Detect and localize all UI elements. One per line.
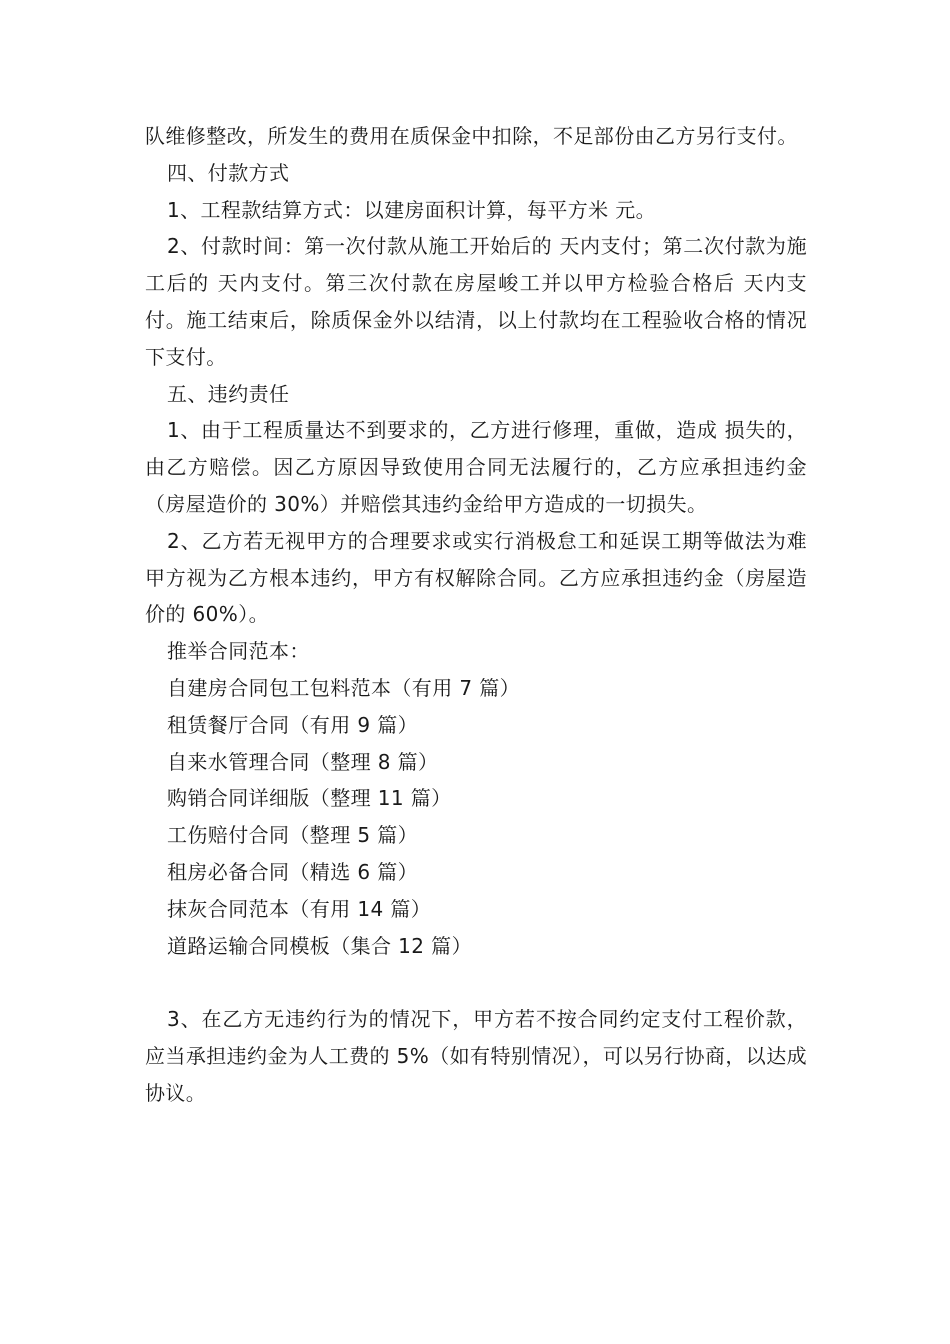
paragraph-breach-fundamental: 2、乙方若无视甲方的合理要求或实行消极怠工和延误工期等做法为难甲方视为乙方根本违约，甲方有权解除合同。乙方应承担违约金（房屋造价的 60%）。 bbox=[145, 528, 807, 627]
recommended-link[interactable]: 工伤赔付合同（整理 5 篇） bbox=[167, 823, 419, 848]
paragraph-breach-payment: 3、在乙方无违约行为的情况下，甲方若不按合同约定支付工程价款，应当承担违约金为人工费的 5%（如有特别情况），可以另行协商，以达成协议。 bbox=[145, 1007, 807, 1105]
paragraph-payment-time: 2、付款时间：第一次付款从施工开始后的 天内支付；第二次付款为施工后的 天内支付。第三次付款在房屋峻工并以甲方检验合格后 天内支付。施工结束后，除质保金外以结清，以上付款均在工程验收合格的情况下支付。 bbox=[145, 234, 807, 369]
recommended-link[interactable]: 租赁餐厅合同（有用 9 篇） bbox=[167, 712, 419, 737]
recommended-link[interactable]: 购销合同详细版（整理 11 篇） bbox=[167, 786, 452, 811]
section-heading-breach-liability: 五、违约责任 bbox=[167, 381, 290, 406]
recommended-link[interactable]: 抹灰合同范本（有用 14 篇） bbox=[167, 896, 432, 921]
recommended-link[interactable]: 租房必备合同（精选 6 篇） bbox=[167, 859, 419, 884]
paragraph-settlement-method: 1、工程款结算方式：以建房面积计算，每平方米 元。 bbox=[167, 197, 657, 222]
paragraph-repair-cost: 队维修整改，所发生的费用在质保金中扣除，不足部份由乙方另行支付。 bbox=[145, 124, 798, 148]
recommended-link[interactable]: 道路运输合同模板（集合 12 篇） bbox=[167, 933, 472, 958]
blank-line bbox=[145, 964, 807, 1001]
recommended-heading: 推举合同范本： bbox=[167, 639, 310, 664]
recommended-link[interactable]: 自来水管理合同（整理 8 篇） bbox=[167, 749, 439, 774]
recommended-link[interactable]: 自建房合同包工包料范本（有用 7 篇） bbox=[167, 675, 521, 700]
document-body bbox=[145, 118, 807, 1112]
section-heading-payment-method: 四、付款方式 bbox=[167, 160, 290, 185]
paragraph-breach-quality: 1、由于工程质量达不到要求的，乙方进行修理，重做，造成 损失的，由乙方赔偿。因乙方原因导致使用合同无法履行的，乙方应承担违约金（房屋造价的 30%）并赔偿其违约金给甲方造成的一切损失。 bbox=[145, 418, 807, 516]
